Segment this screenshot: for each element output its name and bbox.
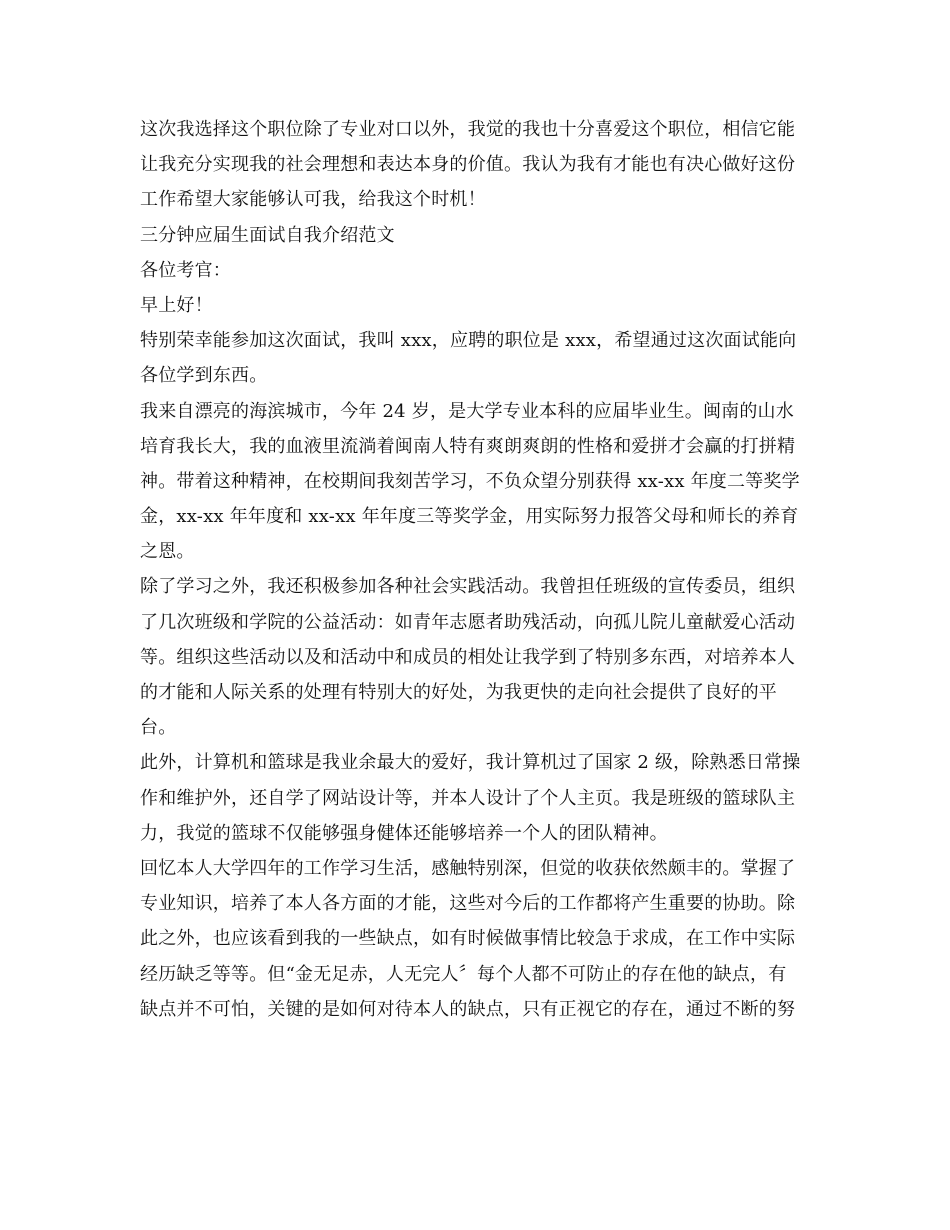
text-line: 之恩。 [140, 541, 195, 563]
text-line: 各位学到东西。 [140, 365, 268, 387]
text-line: 的才能和人际关系的处理有特别大的好处，为我更快的走向社会提供了良好的平 [140, 682, 777, 703]
document-body [140, 112, 820, 1027]
text-line: 缺点并不可怕，关键的是如何对待本人的缺点，只有正视它的存在，通过不断的努 [140, 998, 796, 1020]
text-line: 此外，计算机和篮球是我业余最大的爱好，我计算机过了国家 2 级，除熟悉日常操 [140, 752, 801, 774]
text-line: 力，我觉的篮球不仅能够强身健体还能够培养一个人的团队精神。 [140, 822, 668, 844]
text-line: 我来自漂亮的海滨城市，今年 24 岁，是大学专业本科的应届毕业生。闽南的山水 [140, 400, 794, 422]
section-heading: 三分钟应届生面试自我介绍范文 [140, 224, 395, 246]
text-line: 培育我长大，我的血液里流淌着闽南人特有爽朗爽朗的性格和爱拼才会赢的打拼精 [140, 435, 796, 457]
text-line: 神。带着这种精神，在校期间我刻苦学习，不负众望分别获得 xx-xx 年度二等奖学 [140, 470, 800, 492]
text-line: 回忆本人大学四年的工作学习生活，感触特别深，但觉的收获依然颇丰的。掌握了 [140, 857, 796, 879]
text-line: 了几次班级和学院的公益活动：如青年志愿者助残活动，向孤儿院儿童献爱心活动 [140, 611, 796, 633]
text-line: 专业知识，培养了本人各方面的才能，这些对今后的工作都将产生重要的协助。除 [140, 893, 796, 915]
text-line: 经历缺乏等等。但“金无足赤，人无完人〞每个人都不可防止的存在他的缺点，有 [140, 963, 787, 985]
salutation: 各位考官： [140, 259, 231, 281]
greeting: 早上好！ [140, 294, 213, 316]
text-line: 此之外，也应该看到我的一些缺点，如有时候做事情比较急于求成，在工作中实际 [140, 928, 796, 950]
text-line: 除了学习之外，我还积极参加各种社会实践活动。我曾担任班级的宣传委员，组织 [140, 576, 796, 598]
text-line: 这次我选择这个职位除了专业对口以外，我觉的我也十分喜爱这个职位，相信它能 [140, 119, 796, 140]
text-line: 作和维护外，还自学了网站设计等，并本人设计了个人主页。我是班级的篮球队主 [140, 787, 796, 809]
text-line: 让我充分实现我的社会理想和表达本身的价值。我认为我有才能也有决心做好这份 [140, 154, 796, 176]
text-line: 等。组织这些活动以及和活动中和成员的相处让我学到了特别多东西，对培养本人 [140, 646, 796, 668]
text-line: 台。 [140, 717, 177, 739]
text-line: 特别荣幸能参加这次面试，我叫 xxx，应聘的职位是 xxx，希望通过这次面试能向 [140, 330, 797, 352]
text-line: 工作希望大家能够认可我，给我这个时机！ [140, 189, 486, 211]
text-line: 金，xx-xx 年年度和 xx-xx 年年度三等奖学金，用实际努力报答父母和师长的养育 [140, 506, 799, 528]
